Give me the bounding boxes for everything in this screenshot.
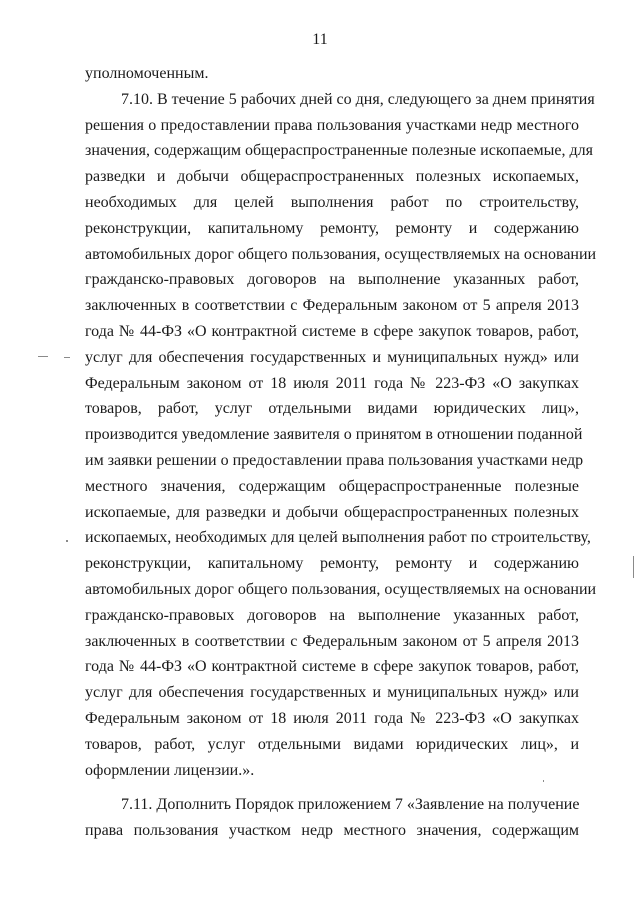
scan-mark [64, 357, 70, 358]
scan-mark [38, 356, 48, 357]
text-line: товаров, работ, услуг отдельными видами юридических лиц», [85, 400, 579, 418]
text-line: 7.11. Дополнить Порядок приложением 7 «Заявление на получение [121, 796, 580, 814]
text-line: местного значения, содержащим общераспространенные полезные [85, 477, 579, 495]
text-line: услуг для обеспечения государственных и муниципальных нужд» или [85, 684, 579, 702]
text-line: права пользования участком недр местного значения, содержащим [85, 822, 579, 840]
scan-mark [543, 780, 544, 782]
text-line: гражданско-правовых договоров на выполнение указанных работ, [85, 606, 579, 624]
page-number: 11 [312, 31, 328, 48]
text-line: Федеральным законом от 18 июля 2011 года № 223-ФЗ «О закупках [85, 374, 579, 392]
text-line: ископаемых, необходимых для целей выполнения работ по строительству, [85, 529, 591, 547]
text-line: Федеральным законом от 18 июля 2011 года № 223-ФЗ «О закупках [85, 710, 579, 727]
text-line: года № 44-ФЗ «О контрактной системе в сфере закупок товаров, работ, [85, 323, 579, 340]
text-line: автомобильных дорог общего пользования, осуществляемых на основании [85, 581, 597, 598]
text-line: необходимых для целей выполнения работ по строительству, [85, 194, 579, 211]
text-line: товаров, работ, услуг отдельными видами юридических лиц», и [85, 735, 579, 753]
text-line: гражданско-правовых договоров на выполнение указанных работ, [85, 271, 579, 289]
text-line: им заявки решении о предоставлении права пользования участками недр [85, 452, 584, 469]
text-line: оформлении лицензии.». [85, 761, 255, 779]
text-line: уполномоченным. [85, 65, 209, 82]
text-line: производится уведомление заявителя о принятом в отношении поданной [85, 426, 583, 444]
text-line: 7.10. В течение 5 рабочих дней со дня, следующего за днем принятия [121, 90, 595, 108]
text-line: заключенных в соответствии с Федеральным законом от 5 апреля 2013 [85, 297, 579, 315]
text-line: года № 44-ФЗ «О контрактной системе в сфере закупок товаров, работ, [85, 658, 579, 676]
text-line: ископаемые, для разведки и добычи общераспространенных полезных [85, 503, 579, 521]
text-line: реконструкции, капитальному ремонту, ремонту и содержанию [85, 555, 579, 573]
scan-mark [633, 556, 634, 578]
text-line: заключенных в соответствии с Федеральным законом от 5 апреля 2013 [85, 632, 579, 650]
text-line: услуг для обеспечения государственных и муниципальных нужд» или [85, 348, 579, 366]
text-line: значения, содержащим общераспространенные полезные ископаемые, для [85, 142, 593, 160]
text-line: автомобильных дорог общего пользования, осуществляемых на основании [85, 245, 597, 263]
text-line: разведки и добычи общераспространенных полезных ископаемых, [85, 168, 579, 186]
scan-mark [66, 540, 68, 542]
text-line: реконструкции, капитальному ремонту, ремонту и содержанию [85, 219, 579, 237]
text-line: решения о предоставлении права пользования участками недр местного [85, 116, 579, 134]
